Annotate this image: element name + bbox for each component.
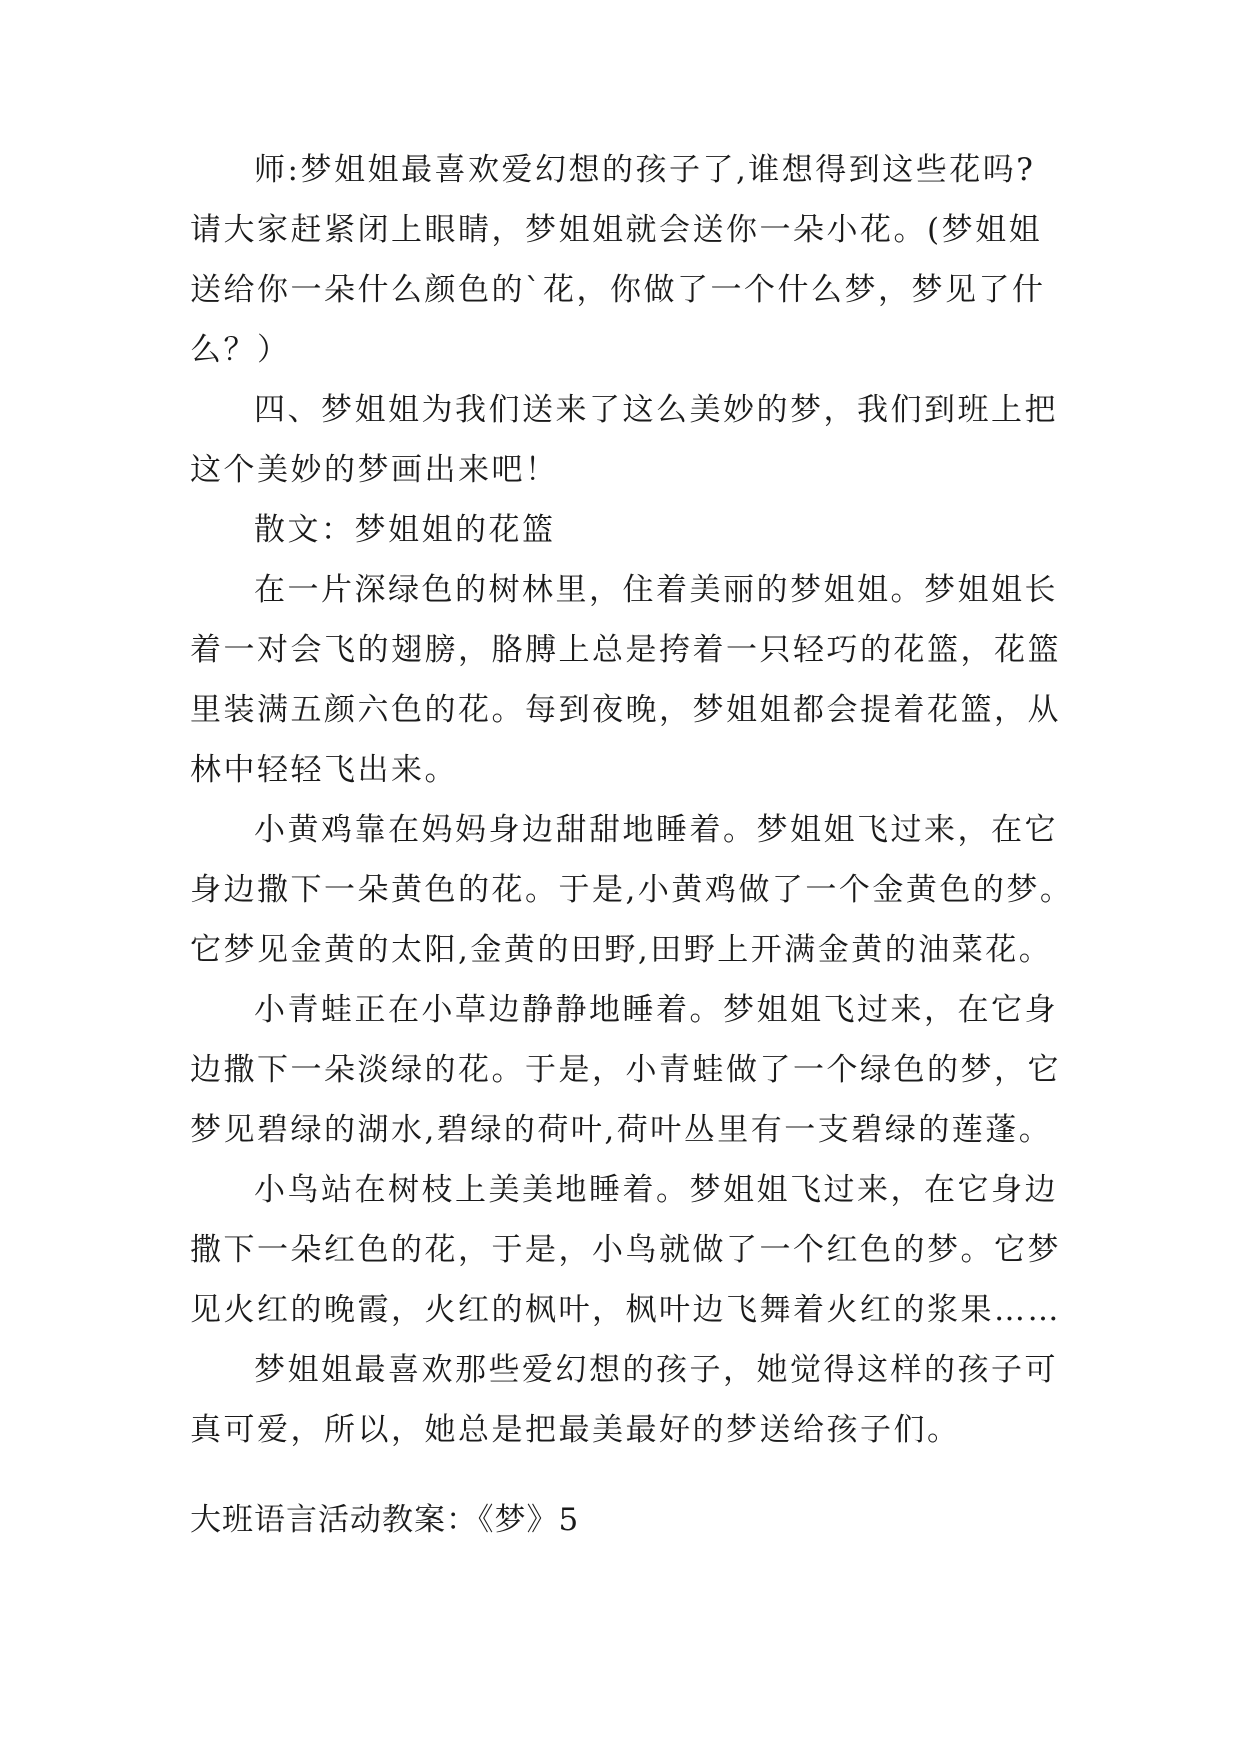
text-line: 师:梦姐姐最喜欢爱幻想的孩子了,谁想得到这些花吗? bbox=[254, 152, 1036, 188]
text-line: 这个美妙的梦画出来吧！ bbox=[190, 452, 559, 488]
text-line: 请大家赶紧闭上眼睛，梦姐姐就会送你一朵小花。(梦姐姐 bbox=[190, 212, 1043, 248]
text-line: 在一片深绿色的树林里，住着美丽的梦姐姐。梦姐姐长 bbox=[254, 572, 1058, 608]
text-line: 梦姐姐最喜欢那些爱幻想的孩子，她觉得这样的孩子可 bbox=[254, 1352, 1058, 1388]
text-line: 边撒下一朵淡绿的花。于是，小青蛙做了一个绿色的梦，它 bbox=[190, 1052, 1061, 1088]
text-line: 着一对会飞的翅膀，胳膊上总是挎着一只轻巧的花篮，花篮 bbox=[190, 632, 1061, 668]
text-line: 小鸟站在树枝上美美地睡着。梦姐姐飞过来，在它身边 bbox=[254, 1172, 1058, 1208]
text-line: 撒下一朵红色的花，于是，小鸟就做了一个红色的梦。它梦 bbox=[190, 1232, 1061, 1268]
text-line: 四、梦姐姐为我们送来了这么美妙的梦，我们到班上把 bbox=[254, 392, 1058, 428]
text-line: 里装满五颜六色的花。每到夜晚，梦姐姐都会提着花篮，从 bbox=[190, 692, 1061, 728]
text-line: 送给你一朵什么颜色的`花，你做了一个什么梦，梦见了什 bbox=[190, 272, 1046, 308]
text-line: 林中轻轻飞出来。 bbox=[190, 752, 458, 788]
section-heading: 大班语言活动教案：《梦》5 bbox=[190, 1502, 580, 1538]
essay-title: 散文：梦姐姐的花篮 bbox=[254, 512, 556, 548]
text-line: 小黄鸡靠在妈妈身边甜甜地睡着。梦姐姐飞过来，在它 bbox=[254, 812, 1058, 848]
text-line: 它梦见金黄的太阳,金黄的田野,田野上开满金黄的油菜花。 bbox=[190, 932, 1053, 968]
text-line: 真可爱，所以，她总是把最美最好的梦送给孩子们。 bbox=[190, 1412, 961, 1448]
text-line: 见火红的晚霞，火红的枫叶，枫叶边飞舞着火红的浆果…… bbox=[190, 1292, 1061, 1328]
text-line: 小青蛙正在小草边静静地睡着。梦姐姐飞过来，在它身 bbox=[254, 992, 1058, 1028]
text-line: 梦见碧绿的湖水,碧绿的荷叶,荷叶丛里有一支碧绿的莲蓬。 bbox=[190, 1112, 1053, 1148]
text-line: 身边撒下一朵黄色的花。于是,小黄鸡做了一个金黄色的梦。 bbox=[190, 872, 1074, 908]
text-line: 么？） bbox=[190, 332, 291, 368]
